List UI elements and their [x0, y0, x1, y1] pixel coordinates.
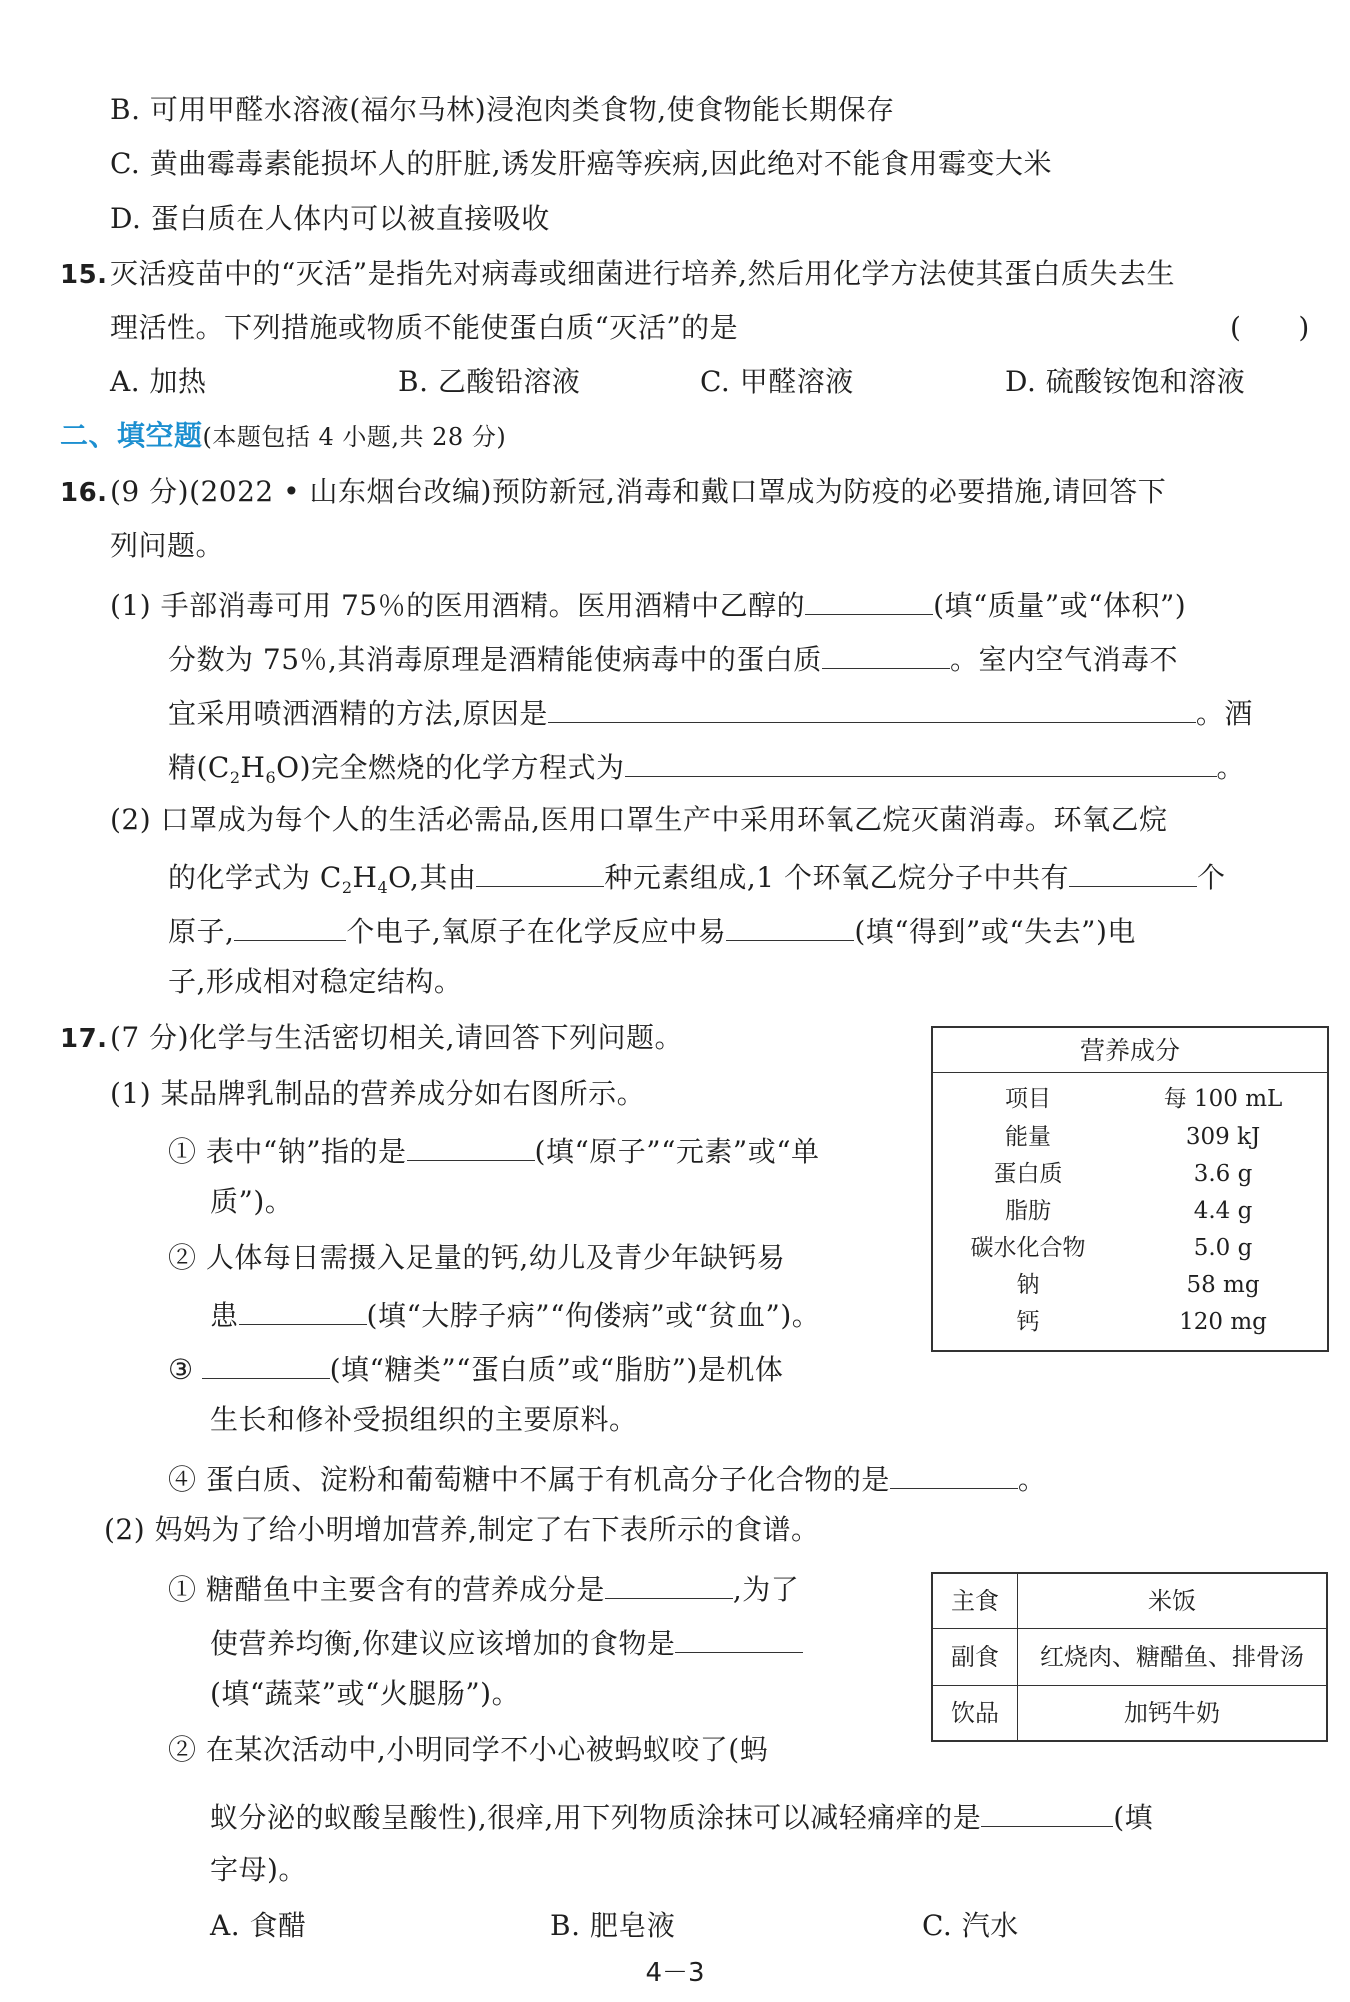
answer-blank[interactable] — [202, 1352, 330, 1379]
menu-row-value: 红烧肉、糖醋鱼、排骨汤 — [1018, 1629, 1327, 1685]
text: 的化学式为 C — [168, 861, 342, 894]
text: 患 — [210, 1299, 239, 1332]
q17-option-c: C. 汽水 — [922, 1909, 1019, 1942]
q16-number: 16. — [60, 478, 108, 508]
q17-part2: (2) 妈妈为了给小明增加营养,制定了右下表所示的食谱。 — [104, 1513, 820, 1546]
q17-part1-sub1-line2: 质”)。 — [210, 1185, 294, 1218]
row-value: 5.0 g — [1193, 1235, 1253, 1261]
text: 使营养均衡,你建议应该增加的食物是 — [210, 1627, 676, 1660]
q16-part2-line1: (2) 口罩成为每个人的生活必需品,医用口罩生产中采用环氧乙烷灭菌消毒。环氧乙烷 — [110, 803, 1168, 836]
answer-blank[interactable] — [805, 588, 933, 615]
text: 个电子,氧原子在化学反应中易 — [346, 915, 727, 948]
q17-option-b: B. 肥皂液 — [550, 1909, 676, 1942]
q17-part2-sub2-line3: 字母)。 — [210, 1853, 307, 1886]
text: 精(C — [168, 751, 230, 784]
text: O)完全燃烧的化学方程式为 — [276, 751, 625, 784]
menu-row-label: 饮品 — [933, 1685, 1018, 1740]
q15-stem-line1: 灭活疫苗中的“灭活”是指先对病毒或细菌进行培养,然后用化学方法使其蛋白质失去生 — [110, 257, 1176, 290]
nutrition-row-calcium — [933, 1311, 1327, 1348]
q17-part1-sub3-line1 — [168, 1352, 783, 1384]
q17-part1-sub2-line2 — [210, 1298, 820, 1330]
row-label: 脂肪 — [1005, 1198, 1051, 1224]
menu-row-drink — [933, 1685, 1326, 1740]
text: (填“大脖子病”“佝偻病”或“贫血”)。 — [366, 1299, 821, 1332]
q16-stem-line1: (9 分)(2022 • 山东烟台改编)预防新冠,消毒和戴口罩成为防疫的必要措施,请回答下 — [110, 475, 1167, 508]
text: 宜采用喷洒酒精的方法,原因是 — [168, 697, 548, 730]
section-heading — [60, 419, 507, 452]
text: (填 — [1113, 1801, 1154, 1834]
text: H — [240, 751, 266, 784]
answer-blank[interactable] — [1069, 860, 1197, 887]
q17-part1-sub4 — [168, 1462, 1046, 1494]
q17-part2-sub2-line1: ② 在某次活动中,小明同学不小心被蚂蚁咬了(蚂 — [168, 1733, 769, 1766]
header-item: 项目 — [1005, 1086, 1051, 1112]
menu-table — [931, 1572, 1328, 1742]
text: ,为了 — [732, 1573, 800, 1606]
q14-option-c: C. 黄曲霉毒素能损坏人的肝脏,诱发肝癌等疾病,因此绝对不能食用霉变大米 — [110, 147, 1053, 180]
text: (填“得到”或“失去”)电 — [854, 915, 1136, 948]
q16-part1-line1 — [110, 588, 1186, 620]
menu-row-label: 副食 — [933, 1629, 1018, 1685]
row-label: 蛋白质 — [993, 1161, 1063, 1187]
q15-stem-line2: 理活性。下列措施或物质不能使蛋白质“灭活”的是 — [110, 311, 739, 344]
subscript: 2 — [229, 768, 241, 787]
text: ③ — [168, 1353, 194, 1386]
text: 分数为 75％,其消毒原理是酒精能使病毒中的蛋白质 — [168, 643, 822, 676]
nutrition-table-divider — [933, 1072, 1327, 1073]
text: (填“糖类”“蛋白质”或“脂肪”)是机体 — [329, 1353, 784, 1386]
nutrition-table-title: 营养成分 — [1079, 1036, 1180, 1065]
q15-answer-bracket[interactable]: ( ) — [1230, 311, 1310, 344]
text: 种元素组成,1 个环氧乙烷分子中共有 — [604, 861, 1069, 894]
q16-stem-line2: 列问题。 — [110, 529, 225, 562]
q17-part2-sub1-line2 — [210, 1626, 803, 1658]
q15-option-d: D. 硫酸铵饱和溶液 — [1005, 365, 1246, 398]
row-label: 钠 — [1016, 1272, 1040, 1298]
q16-part2-line4: 子,形成相对稳定结构。 — [168, 965, 463, 998]
row-label: 能量 — [1005, 1124, 1051, 1150]
q17-part2-sub2-line2 — [210, 1800, 1153, 1832]
q16-part1-line2 — [168, 642, 1178, 674]
subscript: 2 — [341, 878, 353, 897]
subscript: 4 — [377, 878, 389, 897]
answer-blank[interactable] — [822, 642, 950, 669]
nutrition-row-carbohydrate — [933, 1237, 1327, 1274]
row-value: 4.4 g — [1193, 1198, 1253, 1224]
text: 原子, — [168, 915, 235, 948]
answer-blank[interactable] — [476, 860, 604, 887]
text: O,其由 — [388, 861, 477, 894]
answer-blank[interactable] — [234, 914, 346, 941]
q17-option-a: A. 食醋 — [210, 1909, 307, 1942]
q15-option-a: A. 加热 — [110, 365, 207, 398]
nutrition-row-protein — [933, 1163, 1327, 1200]
q16-part1-line3 — [168, 696, 1253, 728]
answer-blank[interactable] — [625, 750, 1217, 777]
answer-blank[interactable] — [675, 1626, 803, 1653]
text: 。室内空气消毒不 — [949, 643, 1178, 676]
text: ① 表中“钠”指的是 — [168, 1135, 407, 1168]
subscript: 6 — [265, 768, 277, 787]
q15-option-c: C. 甲醛溶液 — [700, 365, 854, 398]
q17-part1-sub2-line1: ② 人体每日需摄入足量的钙,幼儿及青少年缺钙易 — [168, 1241, 786, 1274]
row-value: 58 mg — [1186, 1272, 1260, 1298]
row-label: 碳水化合物 — [970, 1235, 1086, 1261]
text: (填“原子”“元素”或“单 — [534, 1135, 820, 1168]
row-value: 309 kJ — [1185, 1124, 1261, 1150]
text: 。 — [1216, 751, 1246, 784]
header-per-100ml: 每 100 mL — [1163, 1086, 1283, 1112]
page-number: 4－3 — [645, 1958, 705, 1988]
row-value: 3.6 g — [1193, 1161, 1253, 1187]
q16-part2-line2 — [168, 860, 1226, 897]
text: 蚁分泌的蚁酸呈酸性),很痒,用下列物质涂抹可以减轻痛痒的是 — [210, 1801, 982, 1834]
answer-blank[interactable] — [605, 1572, 733, 1599]
nutrition-table — [931, 1026, 1329, 1352]
nutrition-table-header — [933, 1088, 1327, 1125]
menu-row-side — [933, 1629, 1326, 1685]
text: (填“质量”或“体积”) — [933, 589, 1187, 622]
q17-number: 17. — [60, 1024, 108, 1054]
nutrition-row-fat — [933, 1200, 1327, 1237]
menu-row-value: 米饭 — [1018, 1574, 1327, 1629]
nutrition-row-energy — [933, 1126, 1327, 1163]
text: 。 — [1017, 1463, 1047, 1496]
q16-part1-line4 — [168, 750, 1246, 787]
q17-stem: (7 分)化学与生活密切相关,请回答下列问题。 — [110, 1021, 683, 1054]
answer-blank[interactable] — [548, 696, 1196, 723]
text: ① 糖醋鱼中主要含有的营养成分是 — [168, 1573, 605, 1606]
q14-option-b: B. 可用甲醛水溶液(福尔马林)浸泡肉类食物,使食物能长期保存 — [110, 93, 895, 126]
answer-blank[interactable] — [239, 1298, 367, 1325]
q17-part2-sub1-line3: (填“蔬菜”或“火腿肠”)。 — [210, 1677, 521, 1710]
q16-part2-line3 — [168, 914, 1136, 946]
q15-option-b: B. 乙酸铅溶液 — [398, 365, 581, 398]
q17-part1: (1) 某品牌乳制品的营养成分如右图所示。 — [110, 1077, 646, 1110]
section-note: (本题包括 4 小题,共 28 分) — [202, 423, 507, 451]
row-value: 120 mg — [1179, 1309, 1267, 1335]
section-title: 二、填空题 — [60, 419, 203, 452]
q15-number: 15. — [60, 260, 108, 290]
text: ④ 蛋白质、淀粉和葡萄糖中不属于有机高分子化合物的是 — [168, 1463, 890, 1496]
answer-blank[interactable] — [981, 1800, 1113, 1827]
text: H — [352, 861, 378, 894]
row-label: 钙 — [1016, 1309, 1040, 1335]
text: (1) 手部消毒可用 75％的医用酒精。医用酒精中乙醇的 — [110, 589, 806, 622]
menu-row-label: 主食 — [933, 1574, 1018, 1629]
menu-row-value: 加钙牛奶 — [1018, 1685, 1327, 1740]
q17-part2-sub1-line1 — [168, 1572, 799, 1604]
q17-part1-sub3-line2: 生长和修补受损组织的主要原料。 — [210, 1403, 638, 1436]
text: 。酒 — [1195, 697, 1253, 730]
q14-option-d: D. 蛋白质在人体内可以被直接吸收 — [110, 202, 550, 235]
nutrition-row-sodium — [933, 1274, 1327, 1311]
answer-blank[interactable] — [726, 914, 854, 941]
q17-part1-sub1-line1 — [168, 1134, 820, 1166]
menu-row-staple — [933, 1574, 1326, 1629]
answer-blank[interactable] — [890, 1462, 1018, 1489]
answer-blank[interactable] — [407, 1134, 535, 1161]
text: 个 — [1196, 861, 1226, 894]
